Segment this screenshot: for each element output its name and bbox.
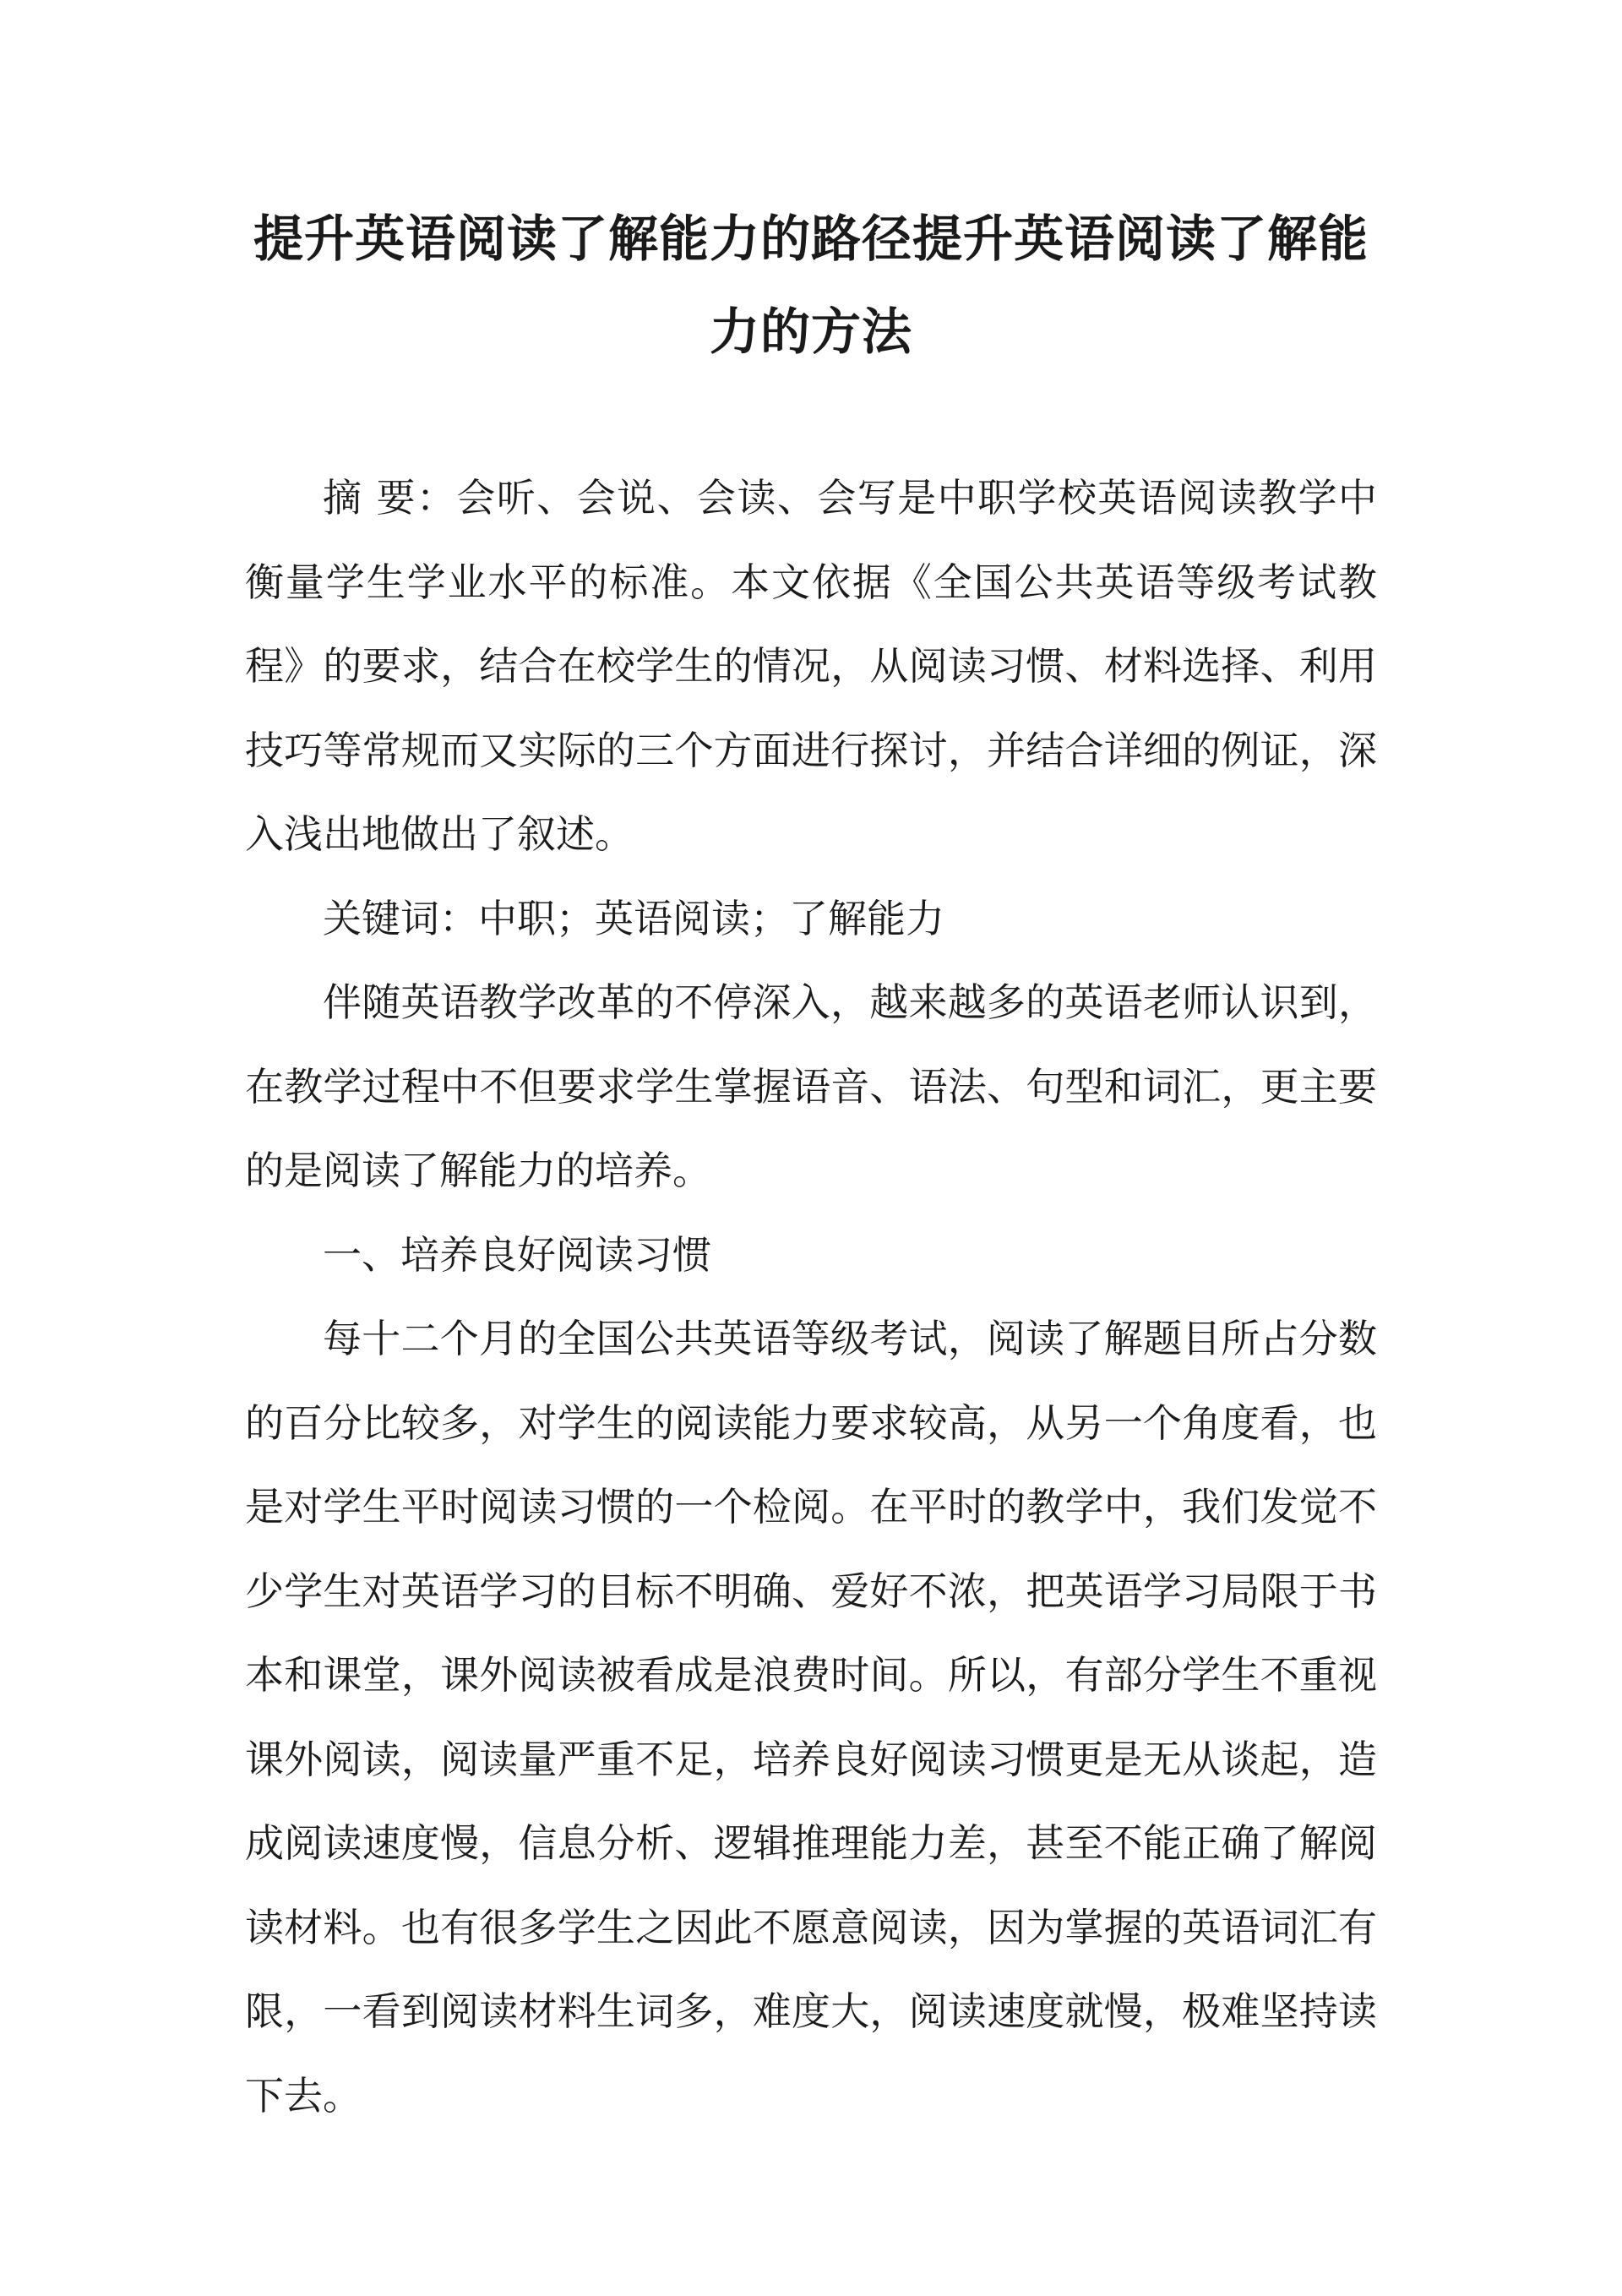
section-heading: 一、培养良好阅读习惯 <box>323 1231 711 1278</box>
section-paragraph: 每十二个月的全国公共英语等级考试，阅读了解题目所占分数的百分比较多，对学生的阅读能力要求较高，从另一个角度看，也是对学生平时阅读习惯的一个检阅。在平时的教学中，我们发觉不少学生对英语学习的目标不明确、爱好不浓，把英语学习局限于书本和课堂，课外阅读被看成是浪费时间。所以，有部分学生不重视课外阅读，阅读量严重不足，培养良好阅读习惯更是无从谈起，造成阅读速度慢，信息分析、逻辑推理能力差，甚至不能正确了解阅读材料。也有很多学生之因此不愿意阅读，因为掌握的英语词汇有限，一看到阅读材料生词多，难度大，阅读速度就慢，极难坚持读下去。 <box>245 1316 1377 2119</box>
abstract-paragraph <box>245 456 1377 877</box>
abstract-text: 会听、会说、会读、会写是中职学校英语阅读教学中衡量学生学业水平的标准。本文依据《全国公共英语等级考试教程》的要求，结合在校学生的情况，从阅读习惯、材料选择、利用技巧等常规而又实际的三个方面进行探讨，并结合详细的例证，深入浅出地做出了叙述。 <box>245 475 1377 857</box>
intro-paragraph: 伴随英语教学改革的不停深入，越来越多的英语老师认识到，在教学过程中不但要求学生掌握语音、语法、句型和词汇，更主要的是阅读了解能力的培养。 <box>245 979 1377 1193</box>
document-body <box>245 456 1377 2138</box>
document-title: 提升英语阅读了解能力的路径提升英语阅读了解能力的方法 <box>253 210 1369 361</box>
keywords-paragraph: 关键词：中职；英语阅读；了解能力 <box>323 895 944 941</box>
abstract-label: 摘 要： <box>323 475 457 521</box>
